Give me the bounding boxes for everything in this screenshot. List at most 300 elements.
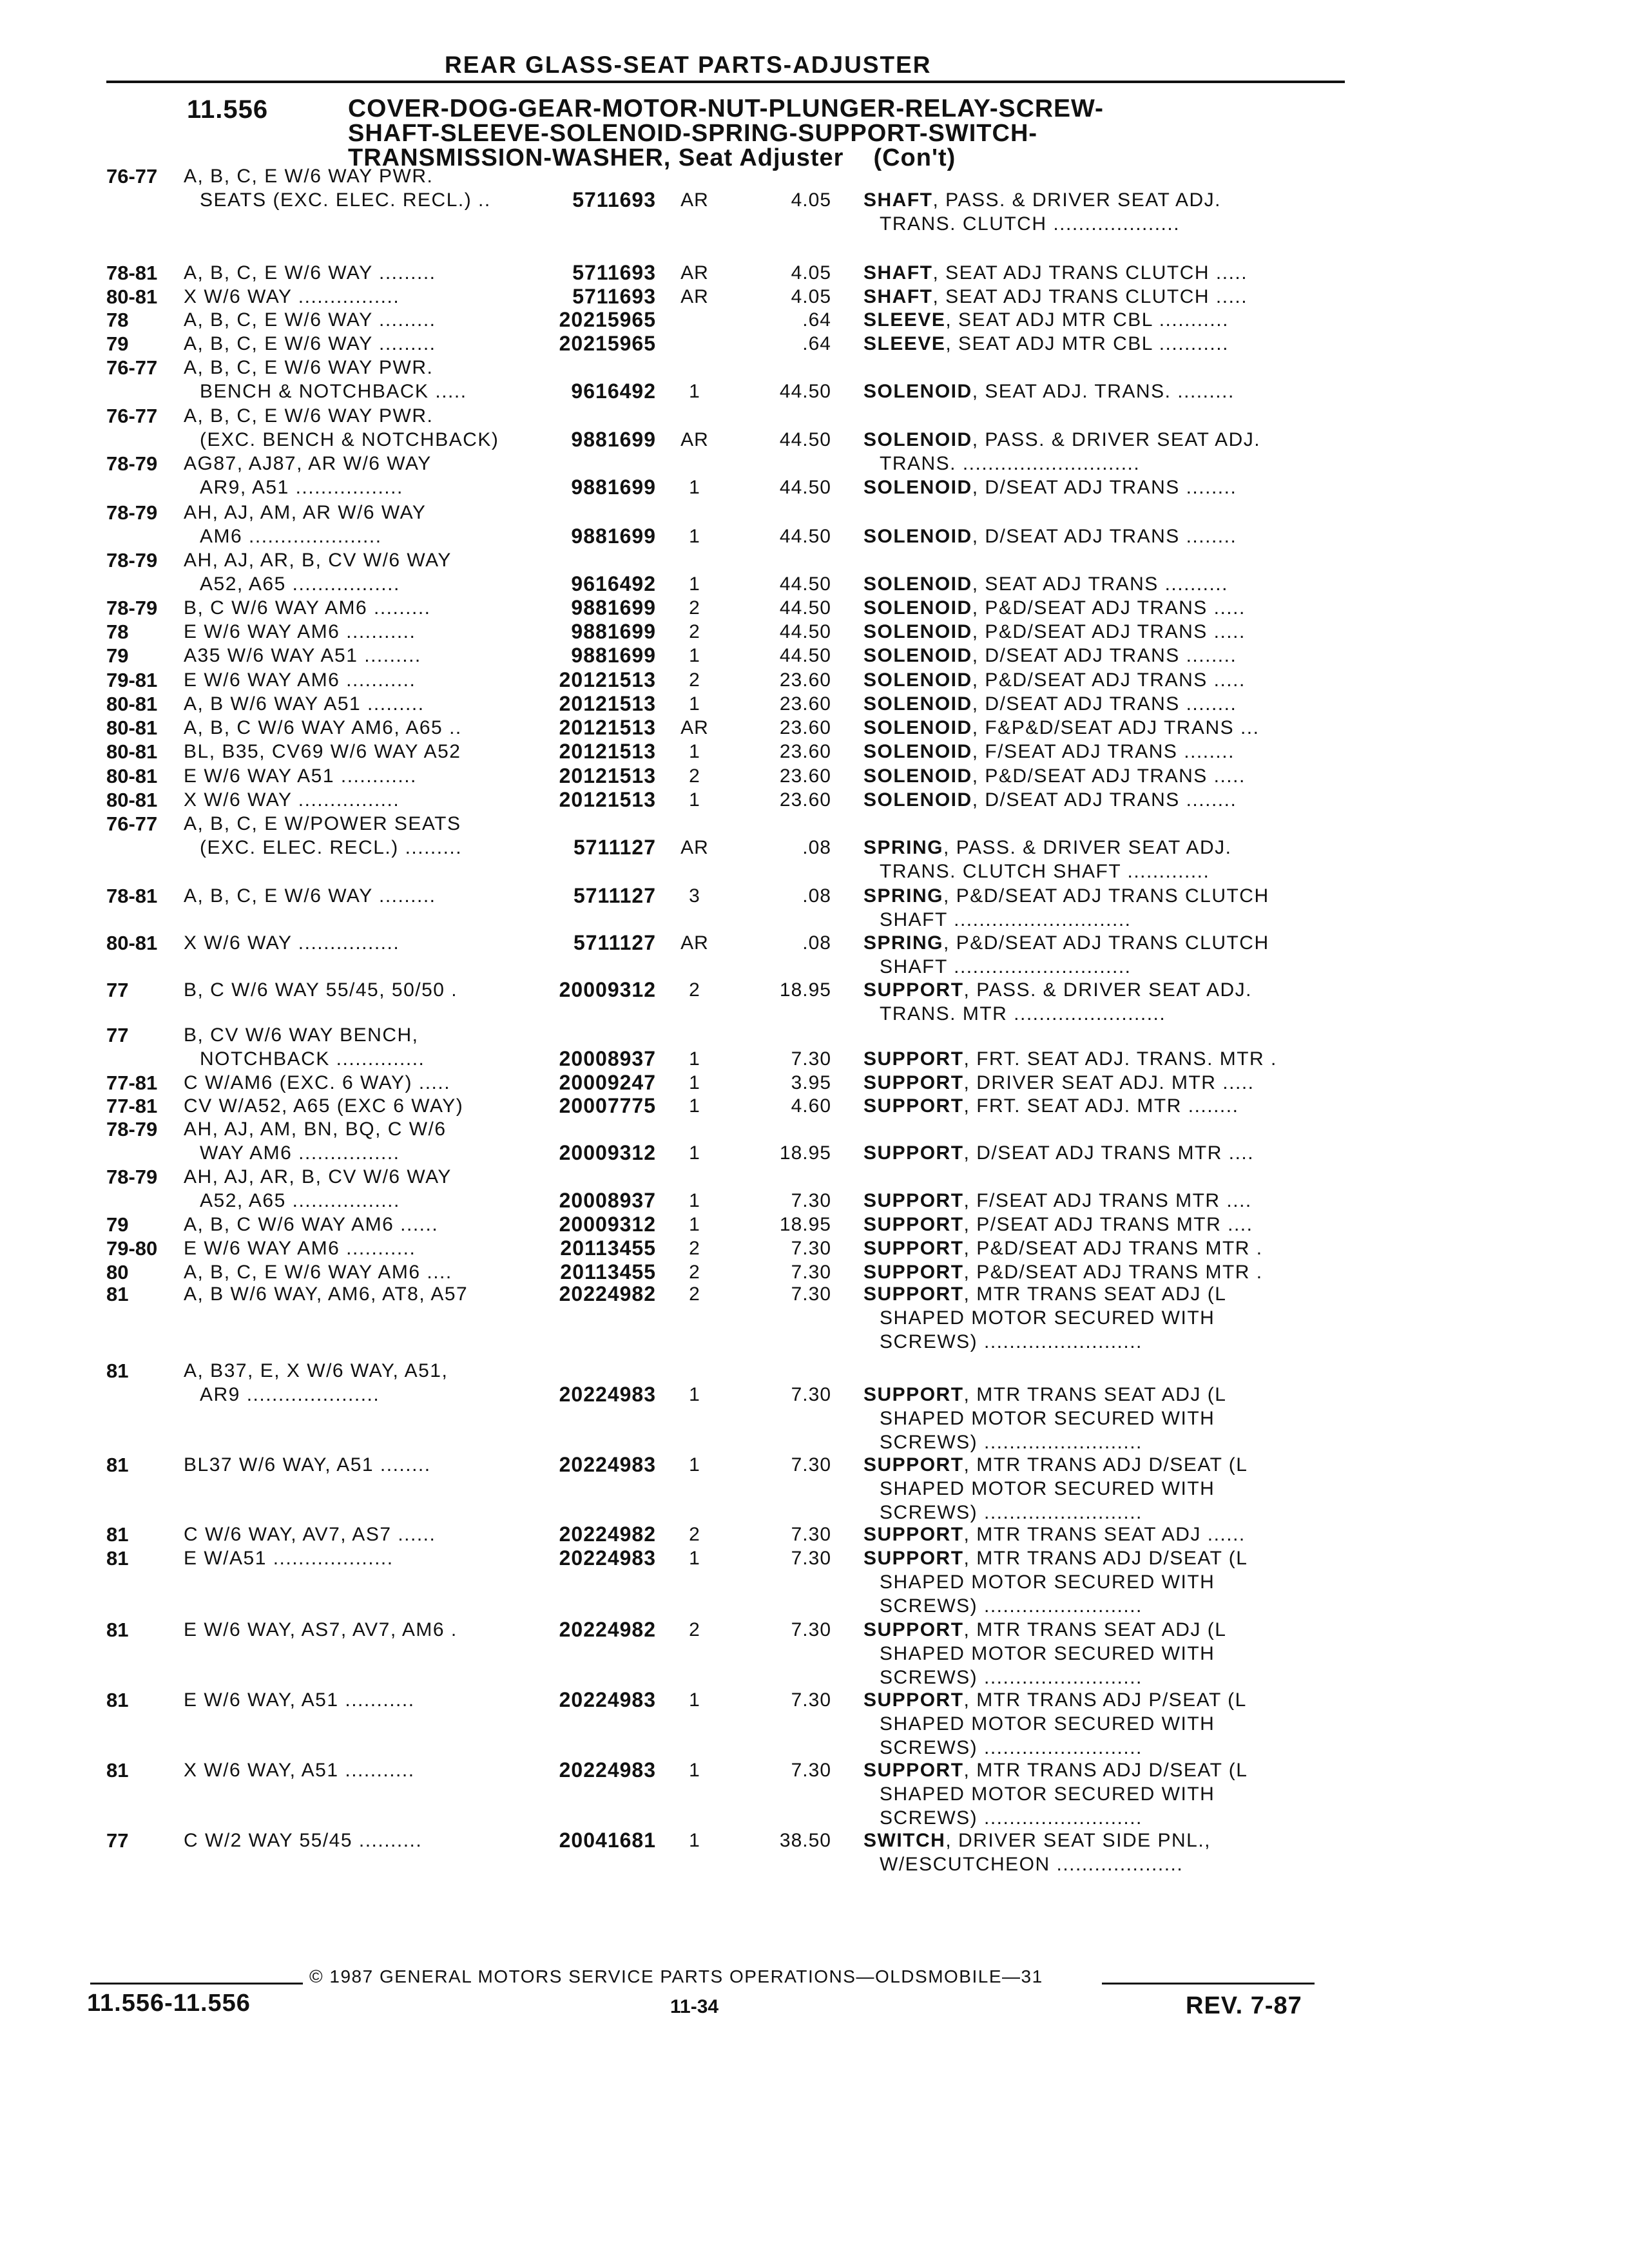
- part-name-keyword: SUPPORT: [863, 1548, 964, 1569]
- table-row: [0, 1165, 1629, 1213]
- part-name-detail: , SEAT ADJ TRANS CLUTCH .....: [932, 262, 1248, 284]
- usage-description: E W/6 WAY, A51 ...........: [184, 1689, 415, 1711]
- model-years: 79: [106, 644, 129, 667]
- part-name: [863, 931, 1269, 955]
- part-name-detail: , SEAT ADJ. TRANS. .........: [972, 380, 1235, 402]
- table-row: [0, 1758, 1629, 1831]
- table-row: [0, 884, 1629, 932]
- part-name: [863, 692, 1237, 716]
- price: 44.50: [779, 525, 831, 547]
- part-number: 20113455: [560, 1236, 656, 1260]
- model-years: 81: [106, 1283, 129, 1305]
- page-title: REAR GLASS-SEAT PARTS-ADJUSTER: [445, 52, 932, 78]
- part-name-keyword: SUPPORT: [863, 1619, 964, 1640]
- part-name-continuation: SHAPED MOTOR SECURED WITH: [880, 1408, 1215, 1430]
- part-name: [863, 1141, 1254, 1165]
- usage-description: B, CV W/6 WAY BENCH,: [184, 1024, 419, 1046]
- part-number: 9616492: [571, 379, 656, 403]
- usage-description: A52, A65 .................: [200, 1189, 400, 1211]
- model-years: 77: [106, 1829, 129, 1852]
- model-years: 76-77: [106, 164, 158, 187]
- part-name: [863, 1047, 1277, 1071]
- usage-description: A, B W/6 WAY, AM6, AT8, A57: [184, 1283, 468, 1305]
- price: 23.60: [779, 765, 831, 787]
- usage-description: X W/6 WAY, A51 ...........: [184, 1760, 415, 1781]
- part-name: [863, 1618, 1226, 1642]
- part-number: 20121513: [559, 764, 656, 787]
- usage-description: AH, AJ, AR, B, CV W/6 WAY: [184, 549, 452, 571]
- table-row: [0, 812, 1629, 884]
- usage-description: X W/6 WAY ................: [184, 789, 400, 811]
- usage-description: A, B, C, E W/6 WAY PWR.: [184, 165, 434, 187]
- part-name-keyword: SUPPORT: [863, 1048, 964, 1070]
- part-name-keyword: SOLENOID: [863, 789, 972, 811]
- table-row: [0, 332, 1629, 356]
- part-name-detail: , P&D/SEAT ADJ TRANS CLUTCH: [943, 932, 1269, 954]
- price: 7.30: [791, 1383, 831, 1405]
- part-name-continuation: SHAPED MOTOR SECURED WITH: [880, 1478, 1215, 1500]
- part-number: 9881699: [571, 620, 656, 643]
- model-years: 79-81: [106, 669, 158, 691]
- part-name: [863, 1758, 1248, 1782]
- part-name-detail: , P&D/SEAT ADJ TRANS MTR .: [963, 1238, 1263, 1259]
- part-name: [863, 668, 1246, 692]
- usage-description: X W/6 WAY ................: [184, 286, 400, 307]
- model-years: 81: [106, 1689, 129, 1711]
- part-name-keyword: SWITCH: [863, 1830, 946, 1851]
- part-name-keyword: SUPPORT: [863, 1095, 964, 1117]
- price: 38.50: [779, 1830, 831, 1851]
- usage-description: BL, B35, CV69 W/6 WAY A52: [184, 741, 461, 762]
- table-row: [0, 1071, 1629, 1095]
- model-years: 76-77: [106, 404, 158, 427]
- part-name: [863, 1829, 1211, 1852]
- part-number: 20224983: [559, 1758, 656, 1782]
- part-name-continuation: SCREWS) .........................: [880, 1807, 1142, 1829]
- part-name-detail: , MTR TRANS SEAT ADJ (L: [963, 1619, 1227, 1640]
- part-number: 20224983: [559, 1382, 656, 1406]
- usage-description: A, B, C, E W/6 WAY AM6 ....: [184, 1262, 452, 1283]
- table-row: [0, 285, 1629, 309]
- part-name-continuation: TRANS. MTR ........................: [880, 1003, 1166, 1025]
- part-name-keyword: SOLENOID: [863, 765, 972, 787]
- part-name-continuation: TRANS. CLUTCH SHAFT .............: [880, 861, 1210, 883]
- part-number: 20224982: [559, 1523, 656, 1546]
- usage-description: NOTCHBACK ..............: [200, 1048, 425, 1070]
- part-number: 20009312: [559, 1140, 656, 1164]
- part-name-keyword: SUPPORT: [863, 1072, 964, 1093]
- table-row: [0, 356, 1629, 403]
- part-name-keyword: SUPPORT: [863, 1262, 964, 1283]
- quantity: 1: [689, 1548, 700, 1569]
- part-name-keyword: SUPPORT: [863, 1283, 964, 1305]
- part-name-detail: , PASS. & DRIVER SEAT ADJ.: [932, 189, 1221, 211]
- quantity: 2: [689, 1524, 700, 1545]
- part-name-detail: , SEAT ADJ TRANS CLUTCH .....: [932, 286, 1248, 307]
- part-name-keyword: SLEEVE: [863, 333, 946, 354]
- quantity: AR: [680, 932, 709, 954]
- price: 7.30: [791, 1189, 831, 1211]
- usage-description: B, C W/6 WAY 55/45, 50/50 .: [184, 979, 458, 1001]
- usage-description: E W/6 WAY A51 ............: [184, 765, 417, 787]
- part-name: [863, 1071, 1255, 1095]
- usage-description: AH, AJ, AR, B, CV W/6 WAY: [184, 1166, 452, 1187]
- section-title-line: SHAFT-SLEEVE-SOLENOID-SPRING-SUPPORT-SWITCH-: [348, 120, 1038, 147]
- price: 44.50: [779, 380, 831, 402]
- part-number: 20121513: [559, 668, 656, 691]
- price: 7.30: [791, 1262, 831, 1283]
- part-name-keyword: SUPPORT: [863, 1524, 964, 1545]
- table-row: [0, 931, 1629, 979]
- quantity: 1: [689, 1830, 700, 1851]
- usage-description: X W/6 WAY ................: [184, 932, 400, 954]
- part-name: [863, 476, 1237, 499]
- model-years: 78-79: [106, 1117, 158, 1140]
- price: 7.30: [791, 1048, 831, 1070]
- price: 4.60: [791, 1095, 831, 1117]
- usage-description: AG87, AJ87, AR W/6 WAY: [184, 452, 432, 474]
- model-years: 77-81: [106, 1072, 158, 1094]
- part-name-keyword: SUPPORT: [863, 1689, 964, 1711]
- table-row: [0, 1094, 1629, 1118]
- model-years: 80-81: [106, 765, 158, 787]
- part-name-detail: , MTR TRANS ADJ D/SEAT (L: [963, 1454, 1248, 1475]
- part-name-keyword: SHAFT: [863, 286, 933, 307]
- part-name-detail: , FRT. SEAT ADJ. MTR ........: [963, 1095, 1239, 1117]
- table-row: [0, 1453, 1629, 1525]
- model-years: 76-77: [106, 812, 158, 835]
- quantity: 2: [689, 1238, 700, 1259]
- table-row: [0, 644, 1629, 668]
- usage-description: A, B, C W/6 WAY AM6 ......: [184, 1214, 439, 1235]
- quantity: 1: [689, 1072, 700, 1093]
- table-row: [0, 308, 1629, 332]
- part-name-keyword: SOLENOID: [863, 573, 972, 595]
- part-name-keyword: SOLENOID: [863, 693, 972, 715]
- table-row: [0, 620, 1629, 644]
- footer-page-number: 11-34: [670, 1996, 719, 2017]
- quantity: AR: [680, 286, 709, 307]
- part-name-detail: , D/SEAT ADJ TRANS ........: [972, 645, 1237, 666]
- part-number: 9881699: [571, 644, 656, 667]
- part-name-keyword: SHAFT: [863, 189, 933, 211]
- price: .08: [802, 932, 831, 954]
- model-years: 78-79: [106, 501, 158, 524]
- part-name-keyword: SUPPORT: [863, 979, 964, 1001]
- quantity: 3: [689, 885, 700, 907]
- model-years: 79-80: [106, 1237, 158, 1260]
- quantity: AR: [680, 428, 709, 450]
- quantity: 2: [689, 1262, 700, 1283]
- part-number: 20121513: [559, 788, 656, 811]
- footer-revision: REV. 7-87: [1186, 1992, 1302, 2019]
- usage-description: C W/2 WAY 55/45 ..........: [184, 1830, 423, 1851]
- part-name-keyword: SUPPORT: [863, 1383, 964, 1405]
- quantity: 1: [689, 1760, 700, 1781]
- model-years: 78: [106, 309, 129, 331]
- model-years: 78-79: [106, 597, 158, 619]
- quantity: 1: [689, 789, 700, 811]
- part-name: [863, 836, 1232, 860]
- price: 7.30: [791, 1238, 831, 1259]
- model-years: 80-81: [106, 789, 158, 811]
- part-number: 20008937: [559, 1046, 656, 1070]
- section-title-line: COVER-DOG-GEAR-MOTOR-NUT-PLUNGER-RELAY-SCREW-: [348, 95, 1104, 122]
- part-name-detail: , P&D/SEAT ADJ TRANS .....: [972, 765, 1246, 787]
- part-name: [863, 572, 1228, 596]
- part-name-detail: , MTR TRANS ADJ D/SEAT (L: [963, 1548, 1248, 1569]
- part-name-keyword: SUPPORT: [863, 1214, 964, 1235]
- part-name-keyword: SOLENOID: [863, 476, 972, 498]
- part-name-keyword: SPRING: [863, 932, 944, 954]
- part-name-keyword: SUPPORT: [863, 1189, 964, 1211]
- part-name-keyword: SOLENOID: [863, 525, 972, 547]
- model-years: 79: [106, 332, 129, 355]
- table-row: [0, 788, 1629, 812]
- model-years: 77: [106, 1023, 129, 1046]
- model-years: 80-81: [106, 932, 158, 954]
- part-name: [863, 188, 1221, 212]
- model-years: 81: [106, 1523, 129, 1546]
- usage-description: E W/6 WAY AM6 ...........: [184, 621, 416, 642]
- quantity: 1: [689, 1214, 700, 1235]
- part-name-continuation: SCREWS) .........................: [880, 1595, 1142, 1617]
- price: 18.95: [779, 1142, 831, 1164]
- price: 7.30: [791, 1454, 831, 1475]
- usage-description: A, B, C W/6 WAY AM6, A65 ..: [184, 717, 462, 738]
- table-row: [0, 452, 1629, 499]
- part-number: 20224983: [559, 1546, 656, 1570]
- usage-description: BENCH & NOTCHBACK .....: [200, 380, 467, 402]
- part-number: 20121513: [559, 740, 656, 763]
- price: 44.50: [779, 428, 831, 450]
- part-name: [863, 285, 1248, 309]
- usage-description: A, B, C, E W/6 WAY .........: [184, 309, 436, 331]
- part-number: 20215965: [559, 332, 656, 355]
- part-name-detail: , FRT. SEAT ADJ. TRANS. MTR .: [963, 1048, 1277, 1070]
- section-title: [348, 97, 1104, 170]
- price: 18.95: [779, 979, 831, 1001]
- part-name-detail: , F&P&D/SEAT ADJ TRANS ...: [972, 717, 1260, 738]
- quantity: 1: [689, 1189, 700, 1211]
- footer-rule-right: [1102, 1983, 1315, 1984]
- section-title-line: TRANSMISSION-WASHER, Seat Adjuster (Con't): [348, 144, 956, 171]
- part-number: 5711693: [572, 187, 656, 211]
- usage-description: B, C W/6 WAY AM6 .........: [184, 597, 431, 619]
- part-name: [863, 1213, 1253, 1236]
- part-name-keyword: SPRING: [863, 836, 944, 858]
- part-name: [863, 596, 1246, 620]
- part-name: [863, 428, 1260, 452]
- part-name-detail: , P&D/SEAT ADJ TRANS .....: [972, 621, 1246, 642]
- model-years: 80-81: [106, 716, 158, 739]
- part-name: [863, 1260, 1263, 1284]
- part-number: 20224983: [559, 1688, 656, 1711]
- usage-description: A, B, C, E W/6 WAY PWR.: [184, 405, 434, 427]
- model-years: 78-79: [106, 1165, 158, 1188]
- price: 44.50: [779, 597, 831, 619]
- part-name-continuation: SHAPED MOTOR SECURED WITH: [880, 1571, 1215, 1593]
- quantity: 2: [689, 597, 700, 619]
- part-number: 20008937: [559, 1188, 656, 1212]
- model-years: 81: [106, 1619, 129, 1641]
- part-name-detail: , SEAT ADJ MTR CBL ...........: [945, 309, 1229, 331]
- quantity: 1: [689, 645, 700, 666]
- usage-description: AR9, A51 .................: [200, 476, 403, 498]
- price: 7.30: [791, 1619, 831, 1640]
- footer-copyright: © 1987 GENERAL MOTORS SERVICE PARTS OPERATIONS—OLDSMOBILE—31: [309, 1966, 1043, 1986]
- quantity: 1: [689, 1048, 700, 1070]
- price: 7.30: [791, 1283, 831, 1305]
- table-row: [0, 501, 1629, 548]
- part-name-detail: , P&D/SEAT ADJ TRANS .....: [972, 597, 1246, 619]
- part-name: [863, 978, 1252, 1002]
- header-rule: [106, 81, 1345, 83]
- usage-description: A, B, C, E W/6 WAY .........: [184, 333, 436, 354]
- price: 7.30: [791, 1760, 831, 1781]
- price: 18.95: [779, 1214, 831, 1235]
- usage-description: E W/A51 ...................: [184, 1548, 394, 1569]
- part-name-keyword: SUPPORT: [863, 1238, 964, 1259]
- part-name: [863, 788, 1237, 812]
- model-years: 78-81: [106, 885, 158, 907]
- quantity: 1: [689, 1383, 700, 1405]
- part-number: 20113455: [560, 1260, 656, 1283]
- part-name-keyword: SOLENOID: [863, 741, 972, 762]
- model-years: 76-77: [106, 356, 158, 379]
- quantity: 2: [689, 765, 700, 787]
- model-years: 80-81: [106, 740, 158, 763]
- price: 7.30: [791, 1689, 831, 1711]
- part-number: 5711127: [573, 931, 656, 954]
- price: 44.50: [779, 476, 831, 498]
- part-name-detail: , D/SEAT ADJ TRANS ........: [972, 789, 1237, 811]
- table-row: [0, 764, 1629, 788]
- part-name-detail: , F/SEAT ADJ TRANS MTR ....: [963, 1189, 1252, 1211]
- table-row: [0, 1618, 1629, 1690]
- part-name: [863, 620, 1246, 644]
- part-name: [863, 1453, 1248, 1477]
- part-name-detail: , P/SEAT ADJ TRANS MTR ....: [963, 1214, 1253, 1235]
- part-name-detail: , D/SEAT ADJ TRANS ........: [972, 525, 1237, 547]
- footer-rule-left: [90, 1983, 303, 1984]
- part-name-continuation: TRANS. ............................: [880, 453, 1141, 475]
- part-name: [863, 332, 1229, 356]
- part-name: [863, 884, 1269, 908]
- price: 7.30: [791, 1524, 831, 1545]
- part-name-keyword: SOLENOID: [863, 428, 972, 450]
- usage-description: BL37 W/6 WAY, A51 ........: [184, 1454, 431, 1475]
- part-name-continuation: SCREWS) .........................: [880, 1502, 1142, 1524]
- quantity: 2: [689, 1619, 700, 1640]
- section-title-cont: (Con't): [873, 144, 956, 171]
- part-name-keyword: SUPPORT: [863, 1142, 964, 1164]
- model-years: 81: [106, 1359, 129, 1382]
- price: 23.60: [779, 789, 831, 811]
- model-years: 81: [106, 1547, 129, 1570]
- part-number: 9616492: [571, 572, 656, 595]
- price: 23.60: [779, 717, 831, 738]
- part-name-keyword: SOLENOID: [863, 717, 972, 738]
- part-name-detail: , P&D/SEAT ADJ TRANS .....: [972, 669, 1246, 691]
- part-name: [863, 261, 1248, 285]
- quantity: AR: [680, 189, 709, 211]
- usage-description: A, B, C, E W/POWER SEATS: [184, 812, 461, 834]
- model-years: 77: [106, 979, 129, 1001]
- part-name-continuation: SHAPED MOTOR SECURED WITH: [880, 1783, 1215, 1805]
- part-name: [863, 644, 1237, 668]
- part-number: 20224982: [559, 1618, 656, 1641]
- price: .64: [802, 333, 831, 354]
- part-name-continuation: W/ESCUTCHEON ....................: [880, 1854, 1184, 1876]
- quantity: AR: [680, 262, 709, 284]
- quantity: AR: [680, 717, 709, 738]
- part-name-detail: , SEAT ADJ TRANS ..........: [972, 573, 1228, 595]
- usage-description: CV W/A52, A65 (EXC 6 WAY): [184, 1095, 464, 1117]
- table-row: [0, 596, 1629, 620]
- part-name-detail: , MTR TRANS SEAT ADJ (L: [963, 1383, 1227, 1405]
- part-number: 9881699: [571, 596, 656, 619]
- table-row: [0, 1359, 1629, 1455]
- price: 44.50: [779, 573, 831, 595]
- usage-description: (EXC. ELEC. RECL.) .........: [200, 836, 463, 858]
- part-number: 5711127: [573, 884, 656, 907]
- table-row: [0, 164, 1629, 236]
- part-name-keyword: SOLENOID: [863, 621, 972, 642]
- part-name: [863, 740, 1235, 764]
- part-name: [863, 380, 1235, 403]
- part-name-continuation: SHAFT ............................: [880, 909, 1132, 931]
- part-number: 20009312: [559, 1213, 656, 1236]
- part-name-keyword: SOLENOID: [863, 645, 972, 666]
- part-name: [863, 1688, 1247, 1712]
- model-years: 78-79: [106, 548, 158, 572]
- part-name-detail: , P&D/SEAT ADJ TRANS MTR .: [963, 1262, 1263, 1283]
- table-row: [0, 740, 1629, 764]
- part-number: 20215965: [559, 308, 656, 331]
- part-name-continuation: TRANS. CLUTCH ....................: [880, 213, 1181, 235]
- footer-section-range: 11.556-11.556: [87, 1990, 251, 2017]
- usage-description: E W/6 WAY AM6 ...........: [184, 1238, 416, 1259]
- usage-description: WAY AM6 ................: [200, 1142, 400, 1164]
- part-name: [863, 764, 1246, 788]
- quantity: 2: [689, 1283, 700, 1305]
- part-name-detail: , MTR TRANS ADJ P/SEAT (L: [963, 1689, 1247, 1711]
- part-name-keyword: SOLENOID: [863, 597, 972, 619]
- usage-description: A, B W/6 WAY A51 .........: [184, 693, 425, 715]
- part-name-keyword: SOLENOID: [863, 380, 972, 402]
- part-name-detail: , PASS. & DRIVER SEAT ADJ.: [972, 428, 1261, 450]
- model-years: 77-81: [106, 1095, 158, 1117]
- usage-description: E W/6 WAY AM6 ...........: [184, 669, 416, 691]
- usage-description: E W/6 WAY, AS7, AV7, AM6 .: [184, 1619, 458, 1640]
- part-name-detail: , SEAT ADJ MTR CBL ...........: [945, 333, 1229, 354]
- part-name: [863, 716, 1259, 740]
- usage-description: SEATS (EXC. ELEC. RECL.) ..: [200, 189, 491, 211]
- part-name: [863, 1236, 1263, 1260]
- usage-description: AR9 .....................: [200, 1383, 380, 1405]
- table-row: [0, 1688, 1629, 1760]
- model-years: 80-81: [106, 285, 158, 308]
- part-number: 20041681: [559, 1829, 656, 1852]
- part-name-detail: , D/SEAT ADJ TRANS ........: [972, 476, 1237, 498]
- quantity: 2: [689, 979, 700, 1001]
- price: 4.05: [791, 189, 831, 211]
- model-years: 81: [106, 1759, 129, 1782]
- part-name-continuation: SCREWS) .........................: [880, 1667, 1142, 1689]
- part-name-continuation: SHAPED MOTOR SECURED WITH: [880, 1643, 1215, 1665]
- usage-description: A, B, C, E W/6 WAY .........: [184, 885, 436, 907]
